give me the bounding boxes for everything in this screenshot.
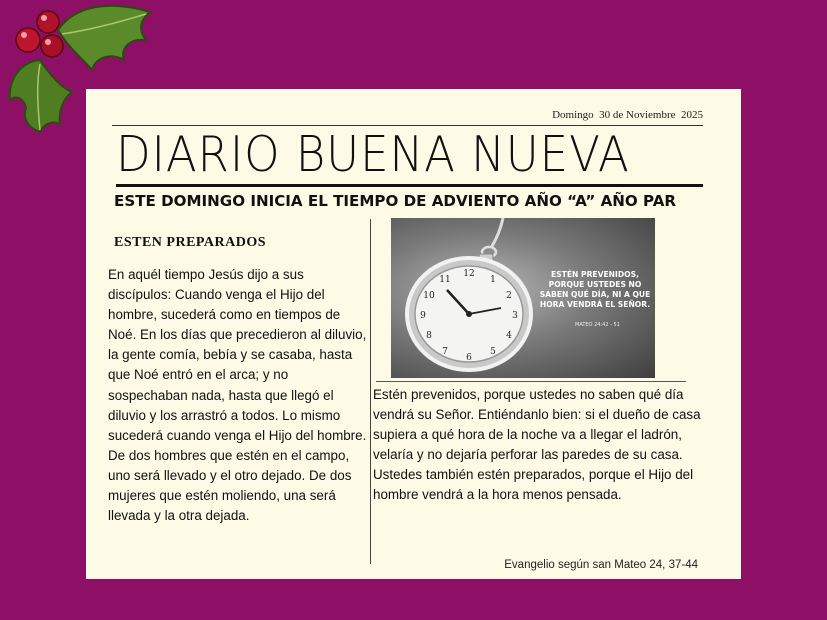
image-quote: ESTÉN PREVENIDOS, PORQUE USTEDES NO SABEN QUÉ DÍA, NI A QUE HORA VENDRÁ EL SEÑOR.	[539, 270, 651, 309]
issue-date: Domingo 30 de Noviembre 2025	[552, 109, 703, 121]
masthead: DIARIO BUENA NUEVA	[116, 126, 630, 183]
masthead-rule	[116, 184, 703, 187]
left-column-text: En aquél tiempo Jesús dijo a sus discípulos: Cuando venga el Hijo del hombre, sucederá como en tiempos de Noé. En los días que precedieron al diluvio, la gente comía, bebía y se casaba, hasta que Noé entró en el arca; y no sospechaban nada, hasta que llegó el diluvio y los arrastró a todos. Lo mismo sucederá cuando venga el Hijo del hombre. De dos hombres que estén en el campo, uno será llevado y el otro dejado. De dos mujeres que estén moliendo, una será llevada y la otra dejada.	[108, 267, 367, 524]
svg-text:2: 2	[506, 291, 512, 301]
svg-text:4: 4	[506, 331, 512, 341]
right-column-text: Estén prevenidos, porque ustedes no saben qué día vendrá su Señor. Entiéndanlo bien: si el dueño de casa supiera a qué hora de la noche va a llegar el ladrón, velaría y no dejaría perforar las paredes de su casa. Ustedes también estén preparados, porque el Hijo del hombre vendrá a la hora menos pensada.	[373, 387, 701, 503]
column-divider	[370, 219, 371, 564]
pocket-watch-image	[391, 218, 655, 378]
svg-text:10: 10	[423, 291, 435, 301]
svg-text:1: 1	[490, 275, 496, 285]
svg-text:6: 6	[466, 353, 472, 363]
headline: ESTE DOMINGO INICIA EL TIEMPO DE ADVIENTO AÑO “A” AÑO PAR	[114, 192, 677, 210]
newspaper-page	[86, 89, 741, 579]
svg-text:9: 9	[420, 311, 426, 321]
svg-text:5: 5	[490, 347, 496, 357]
svg-text:12: 12	[463, 269, 475, 279]
right-column-rule	[376, 381, 686, 382]
section-title: ESTEN PREPARADOS	[114, 235, 267, 250]
svg-text:8: 8	[426, 331, 432, 341]
svg-text:7: 7	[442, 347, 448, 357]
image-quote-reference: MATEO 24:42 - 51	[575, 322, 620, 328]
svg-text:3: 3	[512, 311, 518, 321]
svg-text:11: 11	[439, 275, 451, 285]
gospel-source: Evangelio según san Mateo 24, 37-44	[504, 559, 698, 571]
